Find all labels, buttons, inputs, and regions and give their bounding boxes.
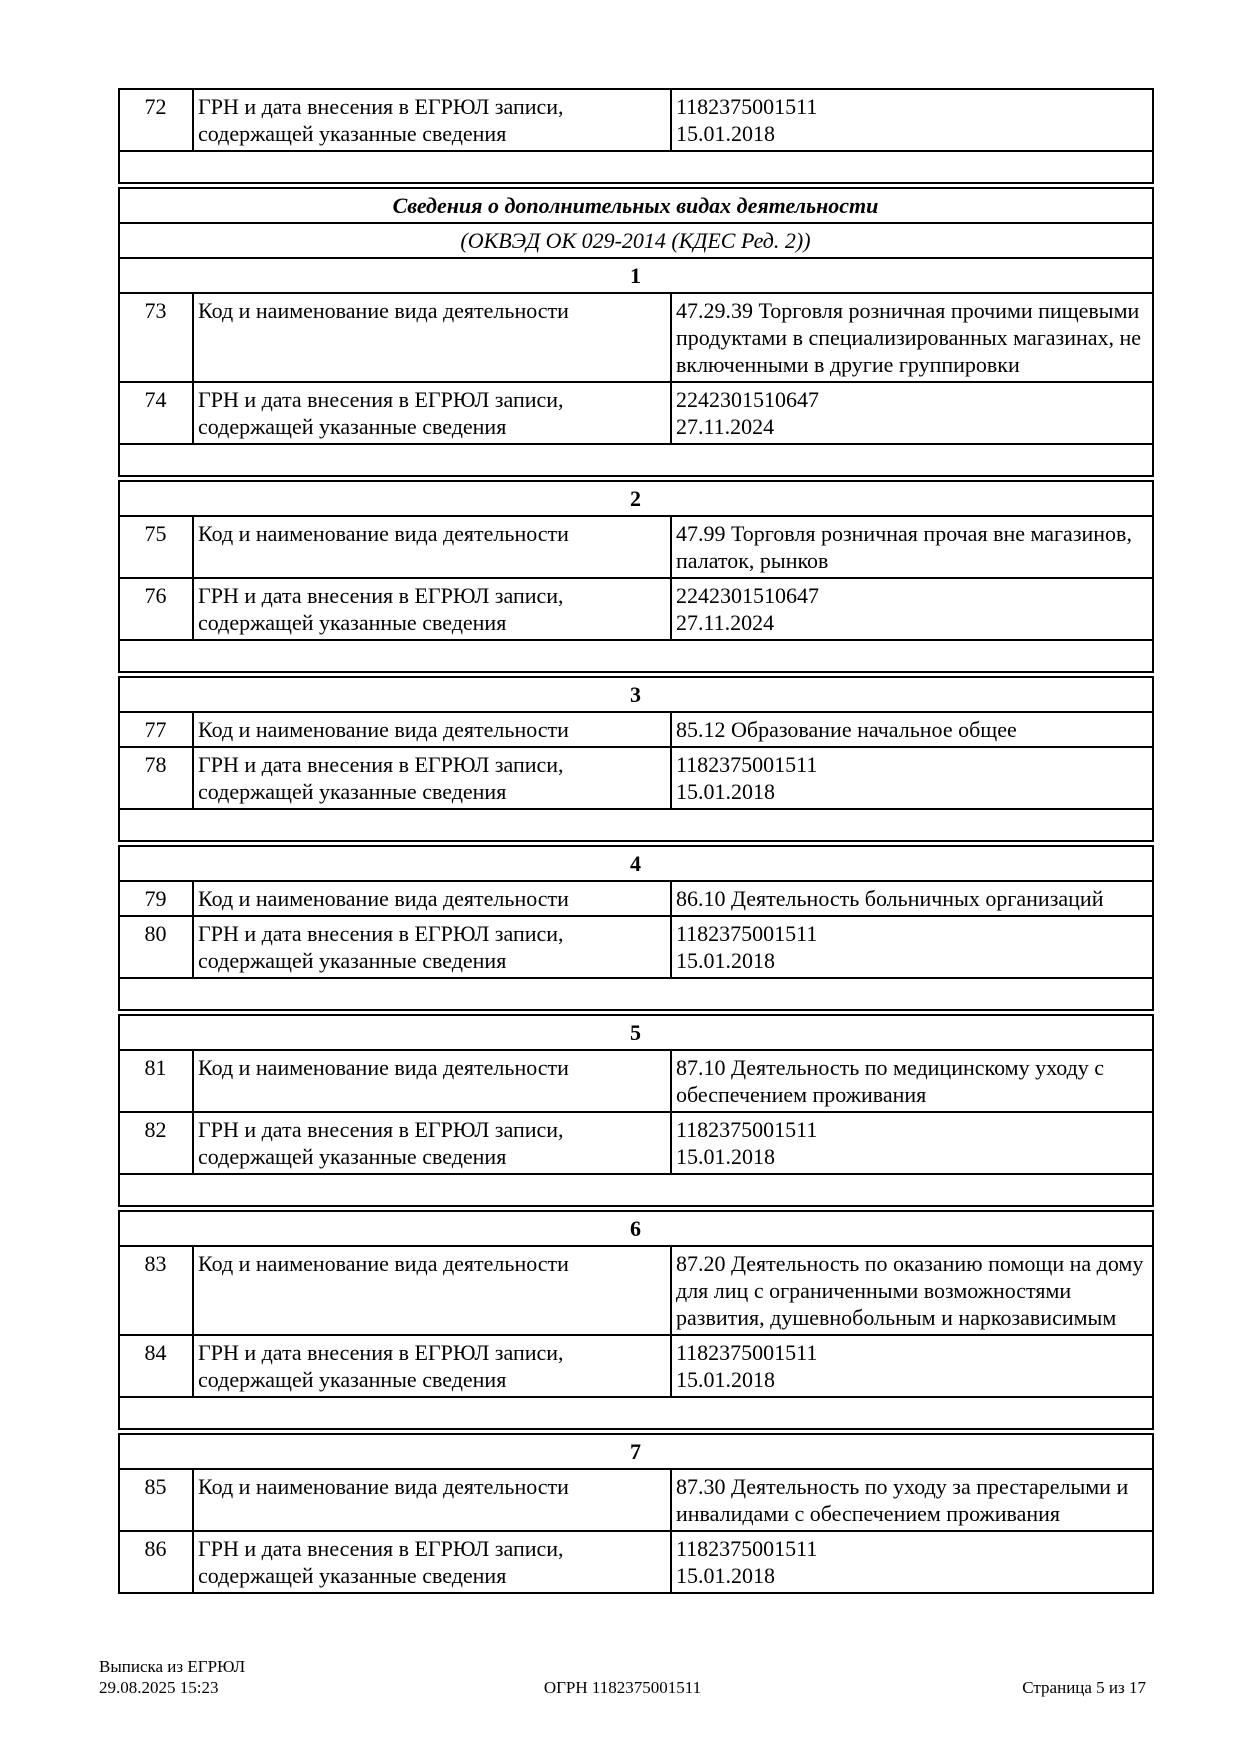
table-row — [119, 916, 1153, 978]
field-value-cell — [671, 916, 1153, 978]
row-number-cell: 74 — [119, 382, 193, 444]
grn-number: 1182375001511 — [676, 921, 818, 946]
field-label-cell: Код и наименование вида деятельности — [193, 293, 671, 382]
field-value-cell — [671, 1335, 1153, 1397]
field-value-cell — [671, 1112, 1153, 1174]
footer-page-number: Страница 5 из 17 — [1022, 1678, 1146, 1697]
spacer-row — [119, 151, 1153, 183]
field-label-cell: ГРН и дата внесения в ЕГРЮЛ записи, содержащей указанные сведения — [193, 578, 671, 640]
grn-date: 15.01.2018 — [676, 948, 775, 973]
field-value-cell — [671, 89, 1153, 151]
field-value-cell — [671, 382, 1153, 444]
field-label-cell: ГРН и дата внесения в ЕГРЮЛ записи, содержащей указанные сведения — [193, 1531, 671, 1593]
grn-number: 1182375001511 — [676, 1340, 818, 1365]
field-label-cell: ГРН и дата внесения в ЕГРЮЛ записи, содержащей указанные сведения — [193, 1112, 671, 1174]
entry-index-row — [119, 481, 1153, 516]
section-index: 3 — [119, 677, 1153, 712]
row-number-cell: 77 — [119, 712, 193, 747]
field-label-cell: ГРН и дата внесения в ЕГРЮЛ записи, содержащей указанные сведения — [193, 89, 671, 151]
grn-number: 1182375001511 — [676, 752, 818, 777]
table-row — [119, 1335, 1153, 1397]
section-index: 6 — [119, 1211, 1153, 1246]
activity-entry-table — [118, 845, 1154, 1011]
activity-entry-table — [118, 1014, 1154, 1207]
table-row — [119, 516, 1153, 578]
grn-date: 15.01.2018 — [676, 121, 775, 146]
entry-index-row — [119, 677, 1153, 712]
grn-date: 15.01.2018 — [676, 1563, 775, 1588]
grn-intro-table — [118, 88, 1154, 184]
field-value-cell — [671, 578, 1153, 640]
grn-date: 15.01.2018 — [676, 1367, 775, 1392]
table-row — [119, 1246, 1153, 1335]
activity-entry-table — [118, 676, 1154, 842]
footer-doc-type: Выписка из ЕГРЮЛ — [99, 1657, 246, 1676]
spacer-row — [119, 444, 1153, 476]
table-row — [119, 1050, 1153, 1112]
row-number-cell: 85 — [119, 1469, 193, 1531]
grn-date: 27.11.2024 — [676, 610, 775, 635]
grn-number: 1182375001511 — [676, 1117, 818, 1142]
field-label-cell: Код и наименование вида деятельности — [193, 1050, 671, 1112]
footer-line — [99, 1677, 1146, 1698]
section-title: Сведения о дополнительных видах деятельности — [119, 188, 1153, 223]
section-subtitle: (ОКВЭД ОК 029-2014 (КДЕС Ред. 2)) — [119, 223, 1153, 258]
section-title-row — [119, 188, 1153, 223]
row-number-cell: 81 — [119, 1050, 193, 1112]
grn-date: 15.01.2018 — [676, 779, 775, 804]
activity-entry-table — [118, 187, 1154, 477]
activity-entry-table — [118, 1433, 1154, 1594]
table-row — [119, 1469, 1153, 1531]
activity-entry-table — [118, 480, 1154, 673]
field-label-cell: Код и наименование вида деятельности — [193, 516, 671, 578]
field-label-cell: ГРН и дата внесения в ЕГРЮЛ записи, содержащей указанные сведения — [193, 382, 671, 444]
grn-date: 27.11.2024 — [676, 414, 775, 439]
row-number-cell: 73 — [119, 293, 193, 382]
field-label-cell: ГРН и дата внесения в ЕГРЮЛ записи, содержащей указанные сведения — [193, 1335, 671, 1397]
row-number-cell: 75 — [119, 516, 193, 578]
section-subtitle-row — [119, 223, 1153, 258]
activity-code-text: 47.29.39 Торговля розничная прочими пищевыми продуктами в специализированных магазинах, не включенными в другие группировки — [671, 293, 1153, 382]
spacer-row — [119, 809, 1153, 841]
row-number-cell: 76 — [119, 578, 193, 640]
footer-ogrn: ОГРН 1182375001511 — [543, 1678, 702, 1697]
row-number-cell: 79 — [119, 881, 193, 916]
table-row — [119, 881, 1153, 916]
row-number-cell: 86 — [119, 1531, 193, 1593]
row-number-cell: 83 — [119, 1246, 193, 1335]
field-label-cell: Код и наименование вида деятельности — [193, 1469, 671, 1531]
spacer-row — [119, 978, 1153, 1010]
grn-number: 2242301510647 — [676, 583, 819, 608]
row-number-cell: 80 — [119, 916, 193, 978]
page-footer — [99, 1656, 1146, 1698]
spacer-row — [119, 1397, 1153, 1429]
table-row — [119, 1112, 1153, 1174]
activity-code-text: 87.30 Деятельность по уходу за престарелыми и инвалидами с обеспечением проживания — [671, 1469, 1153, 1531]
grn-number: 1182375001511 — [676, 94, 818, 119]
entry-index-row — [119, 258, 1153, 293]
entry-index-row — [119, 1434, 1153, 1469]
grn-number: 1182375001511 — [676, 1536, 818, 1561]
table-row — [119, 293, 1153, 382]
entry-index-row — [119, 1015, 1153, 1050]
activity-code-text: 86.10 Деятельность больничных организаций — [671, 881, 1153, 916]
footer-datetime: 29.08.2025 15:23 — [99, 1678, 219, 1697]
section-index: 2 — [119, 481, 1153, 516]
table-row — [119, 1531, 1153, 1593]
activity-code-text: 85.12 Образование начальное общее — [671, 712, 1153, 747]
activity-code-text: 87.20 Деятельность по оказанию помощи на дому для лиц с ограниченными возможностями развития, душевнобольным и наркозависимым — [671, 1246, 1153, 1335]
section-index: 5 — [119, 1015, 1153, 1050]
table-row — [119, 578, 1153, 640]
table-row — [119, 89, 1153, 151]
row-number-cell: 78 — [119, 747, 193, 809]
egrul-extract-body — [118, 88, 1152, 1597]
activity-code-text: 87.10 Деятельность по медицинскому уходу с обеспечением проживания — [671, 1050, 1153, 1112]
field-label-cell: ГРН и дата внесения в ЕГРЮЛ записи, содержащей указанные сведения — [193, 747, 671, 809]
section-index: 4 — [119, 846, 1153, 881]
table-row — [119, 382, 1153, 444]
grn-date: 15.01.2018 — [676, 1144, 775, 1169]
field-label-cell: Код и наименование вида деятельности — [193, 881, 671, 916]
table-row — [119, 712, 1153, 747]
field-value-cell — [671, 1531, 1153, 1593]
table-row — [119, 747, 1153, 809]
entry-index-row — [119, 1211, 1153, 1246]
row-number-cell: 72 — [119, 89, 193, 151]
spacer-row — [119, 1174, 1153, 1206]
additional-activities-list — [118, 187, 1152, 1594]
activity-entry-table — [118, 1210, 1154, 1430]
spacer-row — [119, 640, 1153, 672]
section-index: 1 — [119, 258, 1153, 293]
field-label-cell: ГРН и дата внесения в ЕГРЮЛ записи, содержащей указанные сведения — [193, 916, 671, 978]
entry-index-row — [119, 846, 1153, 881]
field-label-cell: Код и наименование вида деятельности — [193, 712, 671, 747]
field-label-cell: Код и наименование вида деятельности — [193, 1246, 671, 1335]
section-index: 7 — [119, 1434, 1153, 1469]
field-value-cell — [671, 747, 1153, 809]
row-number-cell: 84 — [119, 1335, 193, 1397]
grn-number: 2242301510647 — [676, 387, 819, 412]
row-number-cell: 82 — [119, 1112, 193, 1174]
activity-code-text: 47.99 Торговля розничная прочая вне магазинов, палаток, рынков — [671, 516, 1153, 578]
